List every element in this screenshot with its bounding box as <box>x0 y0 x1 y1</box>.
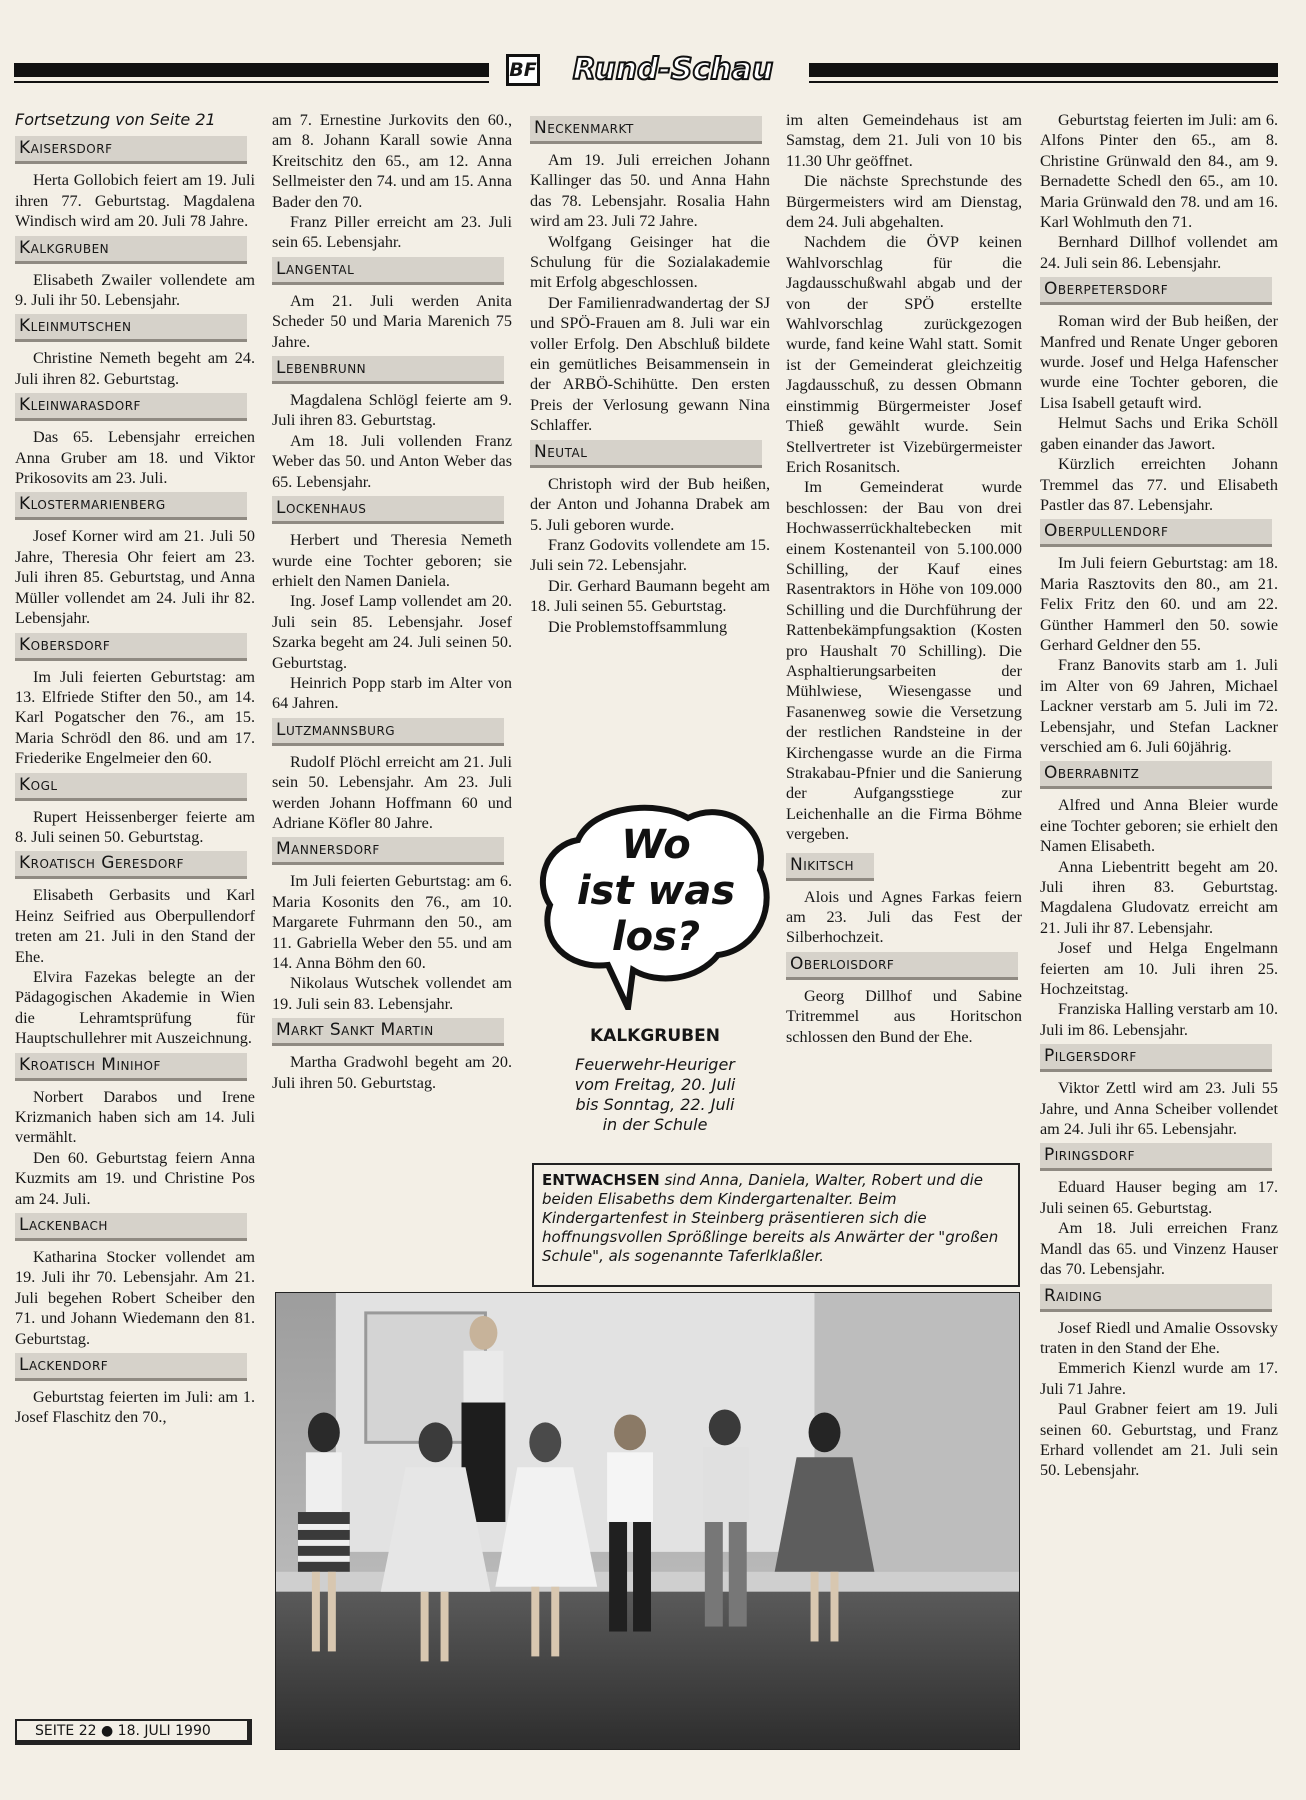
section-heading: Neckenmarkt <box>530 116 762 144</box>
article-text: Helmut Sachs und Erika Schöll gaben einander das Jawort. <box>1040 414 1278 453</box>
article-text: Roman wird der Bub heißen, der Manfred und Renate Unger geboren wurde. Josef und Helga Hafenscher wurde eine Tochter geboren, die Lisa Isabell getauft wird. <box>1040 312 1278 412</box>
masthead-rule-right <box>809 63 1278 77</box>
section-heading: Kalkgruben <box>15 236 247 264</box>
article-text: Im Gemeinderat wurde beschlossen: der Bau von drei Hochwasserrückhaltebecken mit einem Kostenanteil von 5.100.000 Schilling, der Kauf eines Rasentraktors in Höhe von 109.000 Schilling und die Durchführung der Rattenbekämpfungsaktion (Kosten pro Haushalt 70 Schilling). Die Asphaltierungsarbeiten der Mühlwiese, Wiesengasse und Fasanenweg sowie die Versetzung der restlichen Randsteine in der Kirchengasse wurde an die Firma Strakabau-Pfnier und die Sanierung der Aufgangsstiege zur Leichenhalle an die Firma Böhme vergeben. <box>786 478 1022 844</box>
article-text: Katharina Stocker vollendet am 19. Juli ihr 70. Lebensjahr. Am 21. Juli begehen Robert Scheiber den 71. und Johann Wiedemann den 81. Geburtstag. <box>15 1248 255 1348</box>
section-heading: Klostermarienberg <box>15 492 247 520</box>
article-text: Georg Dillhof und Sabine Tritremmel aus Horitschon schlossen den Bund der Ehe. <box>786 986 1022 1046</box>
page-number: SEITE 22 <box>35 1723 97 1739</box>
section-heading: Lackendorf <box>15 1353 247 1381</box>
section-heading: Oberpullendorf <box>1040 519 1272 547</box>
article-text: Josef Riedl und Amalie Ossovsky traten in den Stand der Ehe. <box>1040 1318 1278 1357</box>
event-line: bis Sonntag, 22. Juli <box>575 1095 735 1114</box>
article-text: Am 19. Juli erreichen Johann Kallinger das 50. und Anna Hahn das 78. Lebensjahr. Rosalia Hahn wird am 23. Juli 72 Jahre. <box>530 151 770 231</box>
section-heading: Kobersdorf <box>15 633 247 661</box>
section-heading: Pilgersdorf <box>1040 1044 1272 1072</box>
section-heading: Lutzmannsburg <box>272 718 504 746</box>
article-text: Ing. Josef Lamp vollendet am 20. Juli sein 85. Lebensjahr. Josef Szarka begeht am 24. Juli seinen 50. Geburtstag. <box>272 592 512 672</box>
article-text: Rudolf Plöchl erreicht am 21. Juli sein 50. Lebensjahr. Am 23. Juli werden Johann Hoffmann 60 und Adriane Köfler 80 Jahre. <box>272 752 512 832</box>
article-text: Franz Piller erreicht am 23. Juli sein 65. Lebensjahr. <box>272 213 512 252</box>
article-text: Norbert Darabos und Irene Krizmanich haben sich am 14. Juli vermählt. <box>15 1087 255 1147</box>
bubble-line-2: ist was <box>576 868 736 914</box>
article-text: Dir. Gerhard Baumann begeht am 18. Juli seinen 55. Geburtstag. <box>530 576 770 616</box>
section-heading: Kleinwarasdorf <box>15 393 247 421</box>
article-text: Im Juli feiern Geburtstag: am 18. Maria Rasztovits den 80., am 21. Felix Fritz den 60. und am 22. Günther Hammerl den 50. sowie Gerhard Geldner den 55. <box>1040 554 1278 654</box>
continuation-note: Fortsetzung von Seite 21 <box>15 110 216 129</box>
article-text: Geburtstag feierten im Juli: am 1. Josef Flaschitz den 70., <box>15 1388 255 1427</box>
wo-ist-was-los-bubble <box>538 800 773 1010</box>
page-footer <box>15 1719 252 1745</box>
section-heading: Kroatisch Minihof <box>15 1053 247 1081</box>
article-text: Anna Liebentritt begeht am 20. Juli ihren 83. Geburtstag. Magdalena Gludovatz erreicht am 21. Juli ihr 87. Lebensjahr. <box>1040 857 1278 937</box>
article-text: Viktor Zettl wird am 23. Juli 55 Jahre, und Anna Scheiber vollendet am 24. Juli ihr 65. Lebensjahr. <box>1040 1079 1278 1139</box>
section-heading: Oberpetersdorf <box>1040 277 1272 305</box>
article-text: Franziska Halling verstarb am 10. Juli im 86. Lebensjahr. <box>1040 1000 1278 1039</box>
column-3 <box>530 112 770 637</box>
event-line: Feuerwehr-Heuriger <box>575 1055 735 1074</box>
article-text: Wolfgang Geisinger hat die Schulung für die Sozialakademie mit Erfolg abgeschlossen. <box>530 232 770 292</box>
article-text: Kürzlich erreichten Johann Tremmel das 77. und Elisabeth Pastler das 87. Lebensjahr. <box>1040 455 1278 514</box>
article-text: Herbert und Theresia Nemeth wurde eine Tochter geboren; sie erhielt den Namen Daniela. <box>272 531 512 590</box>
photo-caption <box>532 1163 1020 1287</box>
article-text: Eduard Hauser beging am 17. Juli seinen 65. Geburtstag. <box>1040 1178 1278 1217</box>
article-text: Paul Grabner feiert am 19. Juli seinen 60. Geburtstag, und Franz Erhard vollendet am 21. Juli sein 50. Lebensjahr. <box>1040 1400 1278 1480</box>
article-text: Elisabeth Gerbasits und Karl Heinz Seifried aus Oberpullendorf treten am 21. Juli in den Stand der Ehe. <box>15 886 255 966</box>
bf-logo: BF <box>506 54 540 86</box>
section-heading: Kogl <box>15 773 247 801</box>
article-text: Emmerich Kienzl wurde am 17. Juli 71 Jahre. <box>1040 1359 1278 1398</box>
article-text: Den 60. Geburtstag feiern Anna Kuzmits am 19. und Christine Pos am 24. Juli. <box>15 1148 255 1208</box>
event-line: in der Schule <box>602 1115 708 1134</box>
section-heading: Neutal <box>530 440 762 468</box>
section-heading: Oberloisdorf <box>786 952 1018 980</box>
masthead <box>14 54 1278 90</box>
caption-text: sind Anna, Daniela, Walter, Robert und die beiden Elisabeths dem Kindergartenalter. Beim Kindergartenfest in Steinberg präsentieren sich die hoffnungsvollen Sprößlinge bereits als Anwärter der "großen Schule", als sogenannte Taferlklaßler. <box>542 1171 999 1265</box>
article-text: im alten Gemeindehaus ist am Samstag, dem 21. Juli von 10 bis 11.30 Uhr geöffnet. <box>786 111 1022 170</box>
section-heading: Lackenbach <box>15 1213 247 1241</box>
section-heading: Markt Sankt Martin <box>272 1018 504 1046</box>
article-text: Franz Godovits vollendete am 15. Juli sein 72. Lebensjahr. <box>530 535 770 575</box>
section-heading: Kleinmutschen <box>15 314 247 342</box>
bullet-icon: ● <box>100 1723 114 1739</box>
article-text: Der Familienradwandertag der SJ und SPÖ-Frauen am 8. Juli war ein voller Erfolg. Den Abschluß bildete ein gemütliches Beisammensein in der ARBÖ-Schihütte. Den ersten Preis der Verlosung gewann Nina Schlaffer. <box>530 293 770 435</box>
article-text: Bernhard Dillhof vollendet am 24. Juli sein 86. Lebensjahr. <box>1040 233 1278 272</box>
article-text: Heinrich Popp starb im Alter von 64 Jahren. <box>272 673 512 713</box>
article-text: Alois und Agnes Farkas feiern am 23. Juli das Fest der Silberhochzeit. <box>786 887 1022 947</box>
kindergarten-photo <box>275 1292 1020 1750</box>
column-1 <box>15 110 255 1428</box>
column-5 <box>1040 110 1278 1481</box>
caption-lead: ENTWACHSEN <box>542 1171 660 1189</box>
bubble-line-3: los? <box>611 914 701 960</box>
article-text: Im Juli feierten Geburtstag: am 6. Maria Kosonits den 76., am 10. Margarete Fuhrmann den 50., am 11. Gabriella Weber den 55. und am 14. Anna Böhm den 60. <box>272 872 512 972</box>
article-text: Nikolaus Wutschek vollendet am 19. Juli sein 83. Lebensjahr. <box>272 974 512 1013</box>
article-text: Das 65. Lebensjahr erreichen Anna Gruber am 18. und Viktor Prikosovits am 23. Juli. <box>15 428 255 488</box>
section-heading: Nikitsch <box>786 853 874 881</box>
section-heading: Mannersdorf <box>272 837 504 865</box>
column-2 <box>272 110 512 1093</box>
bubble-line-1: Wo <box>621 822 691 868</box>
event-details <box>530 1055 780 1135</box>
article-text: Herta Gollobich feiert am 19. Juli ihren 77. Geburtstag. Magdalena Windisch wird am 20. Juli 78 Jahre. <box>15 171 255 231</box>
article-text: Martha Gradwohl begeht am 20. Juli ihren 50. Geburtstag. <box>272 1053 512 1092</box>
section-heading: Langental <box>272 257 504 285</box>
article-text: Rupert Heissenberger feierte am 8. Juli seinen 50. Geburtstag. <box>15 807 255 846</box>
section-heading: Oberrabnitz <box>1040 761 1272 789</box>
section-heading: Lebenbrunn <box>272 356 504 384</box>
article-text: Am 18. Juli erreichen Franz Mandl das 65. und Vinzenz Hauser das 70. Lebensjahr. <box>1040 1219 1278 1279</box>
article-text: Christoph wird der Bub heißen, der Anton und Johanna Drabek am 5. Juli geboren wurde. <box>530 474 770 534</box>
section-heading: Raiding <box>1040 1284 1272 1312</box>
article-text: Im Juli feierten Geburtstag: am 13. Elfriede Stifter den 50., am 14. Karl Pogatscher den 76., am 15. Maria Schrödl den 86. und am 17. Friederike Engelmeier den 60. <box>15 667 255 768</box>
article-text: Elisabeth Zwailer vollendete am 9. Juli ihr 50. Lebensjahr. <box>15 270 255 310</box>
article-text: Josef Korner wird am 21. Juli 50 Jahre, Theresia Ohr feiert am 23. Juli ihren 85. Geburtstag, und Anna Müller vollendet am 24. Juli ihr 82. Lebensjahr. <box>15 527 255 628</box>
section-heading: Piringsdorf <box>1040 1143 1272 1171</box>
article-text: Franz Banovits starb am 1. Juli im Alter von 69 Jahren, Michael Lackner verstarb am 5. Juli im 72. Lebensjahr, und Stefan Lackner verschied am 6. Juli 60jährig. <box>1040 656 1278 756</box>
column-4 <box>786 110 1022 1047</box>
article-text: Geburtstag feierten im Juli: am 6. Alfons Pinter den 65., am 8. Christine Grünwald den 84., am 9. Bernadette Schedl den 65., am 10. Maria Grünwald den 78. und am 16. Karl Wohlmuth den 71. <box>1040 111 1278 232</box>
section-title: Rund-Schau <box>572 52 774 87</box>
event-title: KALKGRUBEN <box>590 1026 720 1046</box>
article-text: Am 18. Juli vollenden Franz Weber das 50. und Anton Weber das 65. Lebensjahr. <box>272 431 512 491</box>
article-text: Magdalena Schlögl feierte am 9. Juli ihren 83. Geburtstag. <box>272 391 512 430</box>
event-line: vom Freitag, 20. Juli <box>574 1075 736 1094</box>
article-text: Elvira Fazekas belegte an der Pädagogischen Akademie in Wien die Lehramtsprüfung für Hauptschullehrer mit Auszeichnung. <box>15 967 255 1048</box>
section-heading: Kaisersdorf <box>15 136 247 164</box>
article-text: am 7. Ernestine Jurkovits den 60., am 8. Johann Karall sowie Anna Kreitschitz den 65., am 12. Anna Sellmeister den 74. und am 15. Anna Bader den 70. <box>272 111 512 211</box>
article-text: Am 21. Juli werden Anita Scheder 50 und Maria Marenich 75 Jahre. <box>272 291 512 351</box>
section-heading: Lockenhaus <box>272 496 504 524</box>
section-heading: Kroatisch Geresdorf <box>15 851 247 879</box>
article-text: Alfred und Anna Bleier wurde eine Tochter geboren; sie erhielt den Namen Elisabeth. <box>1040 796 1278 856</box>
article-text: Christine Nemeth begeht am 24. Juli ihren 82. Geburtstag. <box>15 349 255 388</box>
article-text: Nachdem die ÖVP keinen Wahlvorschlag für die Jagdausschußwahl abgab und der von der SPÖ erstellte Wahlvorschlag zurückgezogen wurde, fand keine Wahl statt. Somit ist der Gemeinderat gleichzeitig Jagdausschuß, zu dessen Obmann einstimmig Bürgermeister Josef Thieß gewählt wurde. Sein Stellvertreter ist Vizebürgermeister Erich Rosanitsch. <box>786 233 1022 476</box>
article-text: Die nächste Sprechstunde des Bürgermeisters wird am Dienstag, dem 24. Juli abgehalten. <box>786 172 1022 232</box>
issue-date: 18. JULI 1990 <box>117 1723 211 1739</box>
masthead-rule-left <box>14 63 489 77</box>
article-text: Josef und Helga Engelmann feierten am 10. Juli ihren 25. Hochzeitstag. <box>1040 939 1278 999</box>
article-text: Die Problemstoffsammlung <box>548 617 728 636</box>
